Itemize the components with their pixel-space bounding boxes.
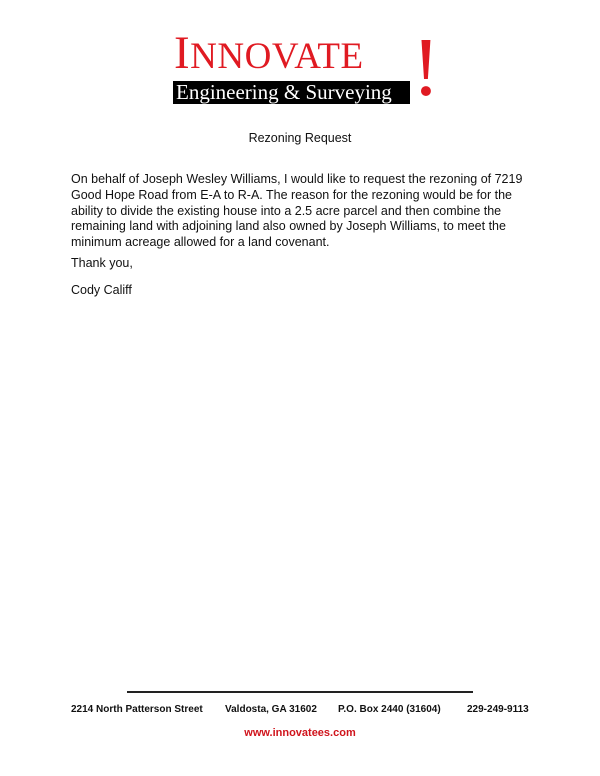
logo-exclamation-icon: ! (412, 21, 440, 114)
logo-wordmark-cap: I (174, 27, 191, 79)
logo-subtitle: Engineering & Surveying (176, 80, 392, 104)
document-signature: Cody Califf (71, 283, 132, 297)
logo-wordmark-rest: NNOVATE (190, 36, 364, 77)
footer-city: Valdosta, GA 31602 (225, 704, 317, 715)
footer-po-box: P.O. Box 2440 (31604) (338, 704, 441, 715)
footer-address: 2214 North Patterson Street (71, 704, 203, 715)
company-logo (172, 21, 440, 114)
footer-website-link[interactable]: www.innovatees.com (244, 727, 356, 739)
document-title: Rezoning Request (248, 131, 352, 145)
logo-wordmark (174, 27, 364, 79)
footer-phone: 229-249-9113 (467, 704, 529, 715)
document-closing: Thank you, (71, 256, 133, 270)
document-body: On behalf of Joseph Wesley Williams, I would like to request the rezoning of 7219 Good Hope Road from E-A to R-A. The reason for the rezoning would be for the ability to divide the existing house into a 2.5 acre parcel and then combine the remaining land with adjoining land also owned by Joseph Williams, to meet the minimum acreage allowed for a land covenant. (71, 172, 523, 250)
footer-divider (127, 691, 473, 693)
